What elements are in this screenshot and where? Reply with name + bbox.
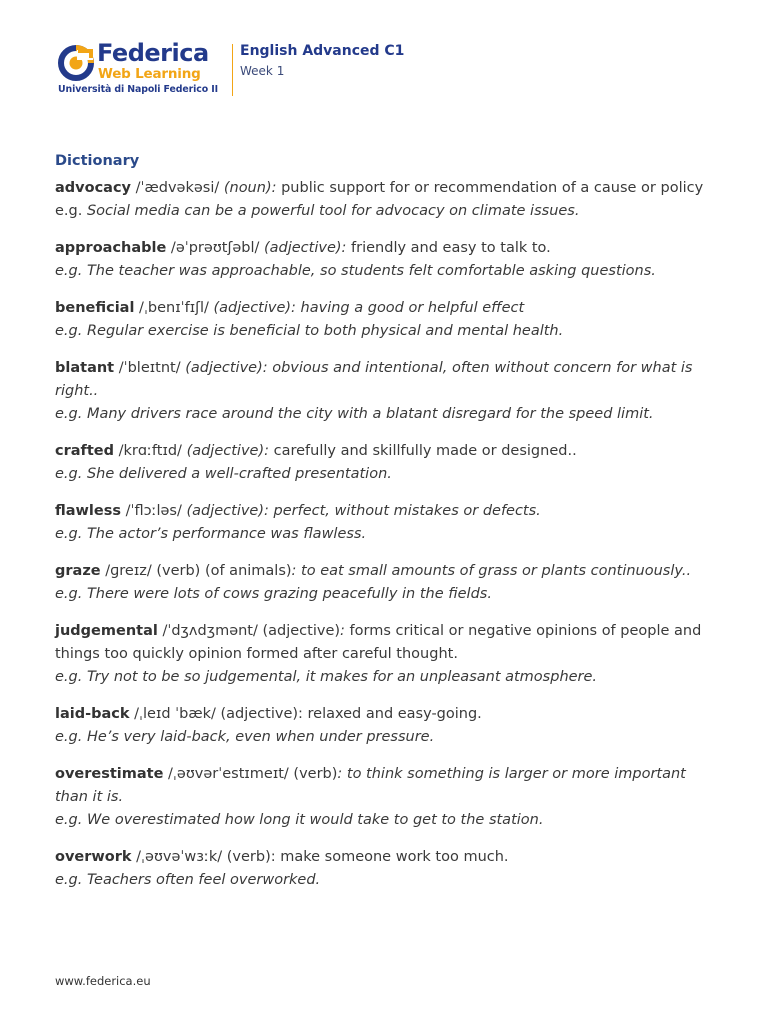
entry-pronunciation: /əˈprəʊtʃəbl/ (166, 240, 264, 256)
entry-pronunciation: /ˈædvəkəsi/ (131, 180, 224, 196)
example-line (55, 583, 721, 606)
entry-pronunciation: /ˈdʒʌdʒmənt/ (adjective) (157, 623, 341, 639)
logo-subtitle: Web Learning (98, 66, 201, 82)
federica-logo (57, 39, 229, 98)
page-header (57, 39, 457, 98)
dictionary-entry (55, 237, 721, 283)
entry-term: crafted (55, 443, 114, 459)
logo-brand-text: Federica (97, 39, 209, 67)
course-week: Week 1 (240, 64, 285, 78)
entry-term: judgemental (55, 623, 158, 639)
example-line (55, 726, 721, 749)
entry-example: e.g. Try not to be so judgemental, it makes for an unpleasant atmosphere. (55, 669, 598, 685)
entry-term: flawless (55, 503, 121, 519)
example-line (55, 869, 721, 892)
definition-line (55, 297, 721, 320)
logo-university: Università di Napoli Federico II (58, 84, 218, 95)
example-line (55, 320, 721, 343)
example-line (55, 809, 721, 832)
example-line (55, 666, 721, 689)
example-line (55, 200, 721, 223)
dictionary-entry (55, 440, 721, 486)
entry-example: e.g. The teacher was approachable, so students felt comfortable asking questions. (55, 263, 656, 279)
entry-example: e.g. He’s very laid-back, even when under pressure. (55, 729, 435, 745)
dictionary-entry (55, 846, 721, 892)
entry-pronunciation: /ˌəʊvərˈestɪmeɪt/ (verb) (163, 766, 338, 782)
entry-pronunciation: /ˈbleɪtnt/ (114, 360, 186, 376)
entry-term: overwork (55, 849, 132, 865)
federica-logo-mark-icon (58, 45, 94, 81)
dictionary-entry (55, 560, 721, 606)
footer-url[interactable]: www.federica.eu (55, 974, 151, 988)
entry-example: e.g. Regular exercise is beneficial to both physical and mental health. (55, 323, 564, 339)
entry-part-of-speech: : to think something is larger or more important than it is. (55, 766, 686, 805)
entry-pronunciation: /krɑːftɪd/ (113, 443, 187, 459)
entry-definition: carefully and skillfully made or designed.. (269, 443, 577, 459)
dictionary-entry (55, 500, 721, 546)
entry-example: Social media can be a powerful tool for advocacy on climate issues. (86, 203, 580, 219)
entry-example: e.g. She delivered a well-crafted presentation. (55, 466, 392, 482)
definition-line (55, 703, 721, 726)
definition-line (55, 237, 721, 260)
entry-part-of-speech: : (340, 623, 345, 639)
example-line (55, 463, 721, 486)
dictionary-entry (55, 763, 721, 832)
entry-example: e.g. The actor’s performance was flawless. (55, 526, 367, 542)
header-divider (232, 44, 233, 96)
entry-definition: friendly and easy to talk to. (346, 240, 551, 256)
entry-example: e.g. Teachers often feel overworked. (55, 872, 321, 888)
entry-term: laid-back (55, 706, 130, 722)
entry-part-of-speech: (adjective): having a good or helpful effect (213, 300, 525, 316)
dictionary-entry (55, 177, 721, 223)
entry-example: e.g. There were lots of cows grazing peacefully in the fields. (55, 586, 492, 602)
entry-pronunciation: /ˌəʊvəˈwɜːk/ (verb): make someone work too much. (131, 849, 509, 865)
entry-term: beneficial (55, 300, 135, 316)
dictionary-entry (55, 357, 721, 426)
entry-part-of-speech: (adjective): perfect, without mistakes or defects. (186, 503, 541, 519)
entry-definition: forms critical or negative opinions of people and things too quickly opinion formed after careful thought. (55, 623, 702, 662)
dictionary-entry (55, 620, 721, 689)
course-title: English Advanced C1 (240, 43, 405, 59)
entry-pronunciation: /ˌbenɪˈfɪʃl/ (134, 300, 214, 316)
definition-line (55, 357, 721, 403)
entry-term: overestimate (55, 766, 164, 782)
dictionary-entry (55, 297, 721, 343)
entry-definition: public support for or recommendation of a cause or policy (276, 180, 704, 196)
entry-term: graze (55, 563, 101, 579)
definition-line (55, 763, 721, 809)
dictionary-list (55, 177, 721, 906)
definition-line (55, 620, 721, 666)
definition-line (55, 500, 721, 523)
entry-example: e.g. We overestimated how long it would take to get to the station. (55, 812, 544, 828)
entry-term: blatant (55, 360, 115, 376)
example-prefix: e.g. (55, 203, 87, 219)
entry-term: approachable (55, 240, 167, 256)
entry-term: advocacy (55, 180, 132, 196)
definition-line (55, 440, 721, 463)
entry-example: e.g. Many drivers race around the city with a blatant disregard for the speed limit. (55, 406, 654, 422)
entry-part-of-speech: (adjective): (263, 240, 347, 256)
entry-part-of-speech: (adjective): (186, 443, 269, 459)
definition-line (55, 846, 721, 869)
entry-part-of-speech: : to eat small amounts of grass or plants continuously.. (291, 563, 692, 579)
entry-part-of-speech: (adjective): obvious and intentional, often without concern for what is right.. (55, 360, 693, 399)
entry-part-of-speech: (noun): (223, 180, 277, 196)
definition-line (55, 560, 721, 583)
dictionary-entry (55, 703, 721, 749)
example-line (55, 523, 721, 546)
entry-pronunciation: /ˈflɔːləs/ (121, 503, 187, 519)
section-heading: Dictionary (55, 153, 140, 169)
definition-line (55, 177, 721, 200)
entry-pronunciation: /ˌleɪd ˈbæk/ (adjective): relaxed and easy-going. (129, 706, 482, 722)
example-line (55, 260, 721, 283)
example-line (55, 403, 721, 426)
entry-pronunciation: /ɡreɪz/ (verb) (of animals) (100, 563, 292, 579)
